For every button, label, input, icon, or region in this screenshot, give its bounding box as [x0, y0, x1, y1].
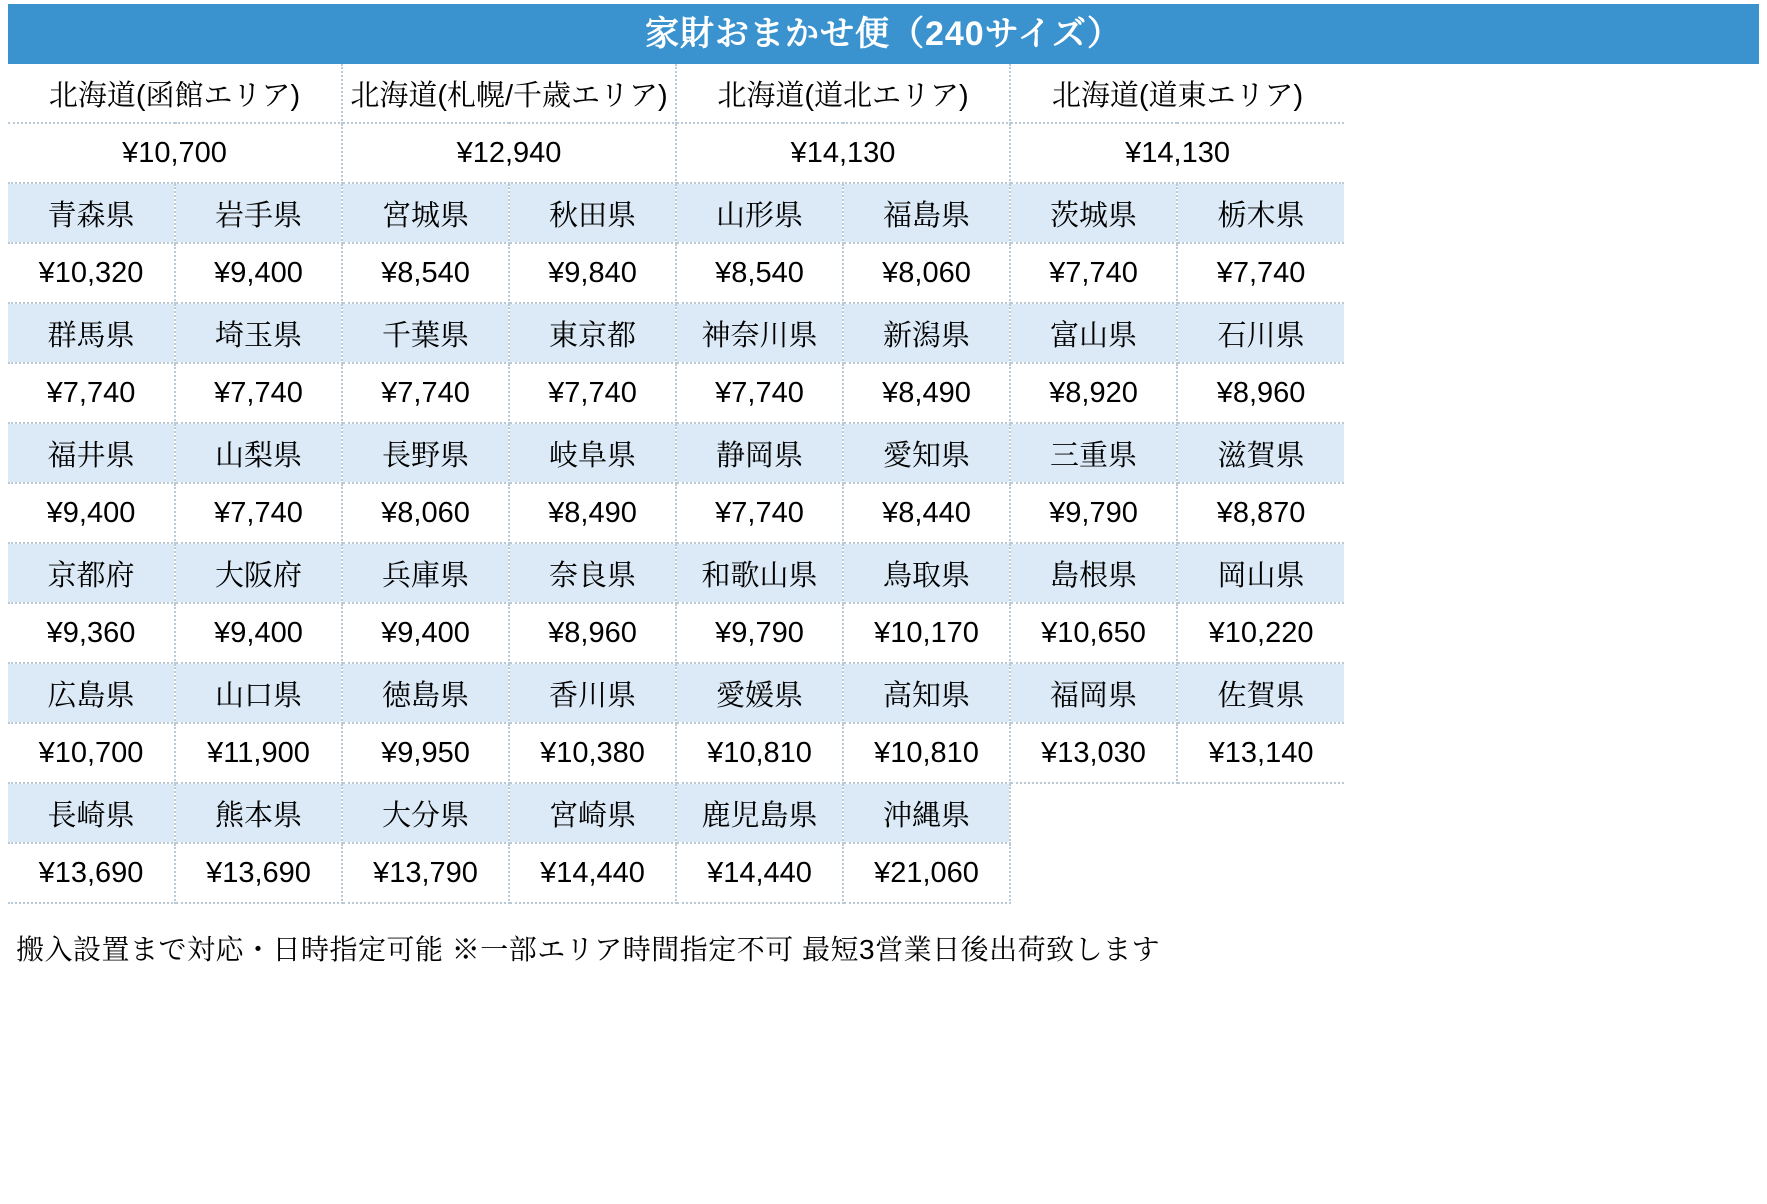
price-cell: ¥8,960	[509, 603, 676, 663]
price-cell: ¥13,030	[1010, 723, 1177, 783]
prefecture-name: 静岡県	[676, 423, 843, 483]
prefecture-name: 広島県	[8, 663, 175, 723]
hokkaido-price: ¥10,700	[8, 123, 342, 183]
prefecture-name: 福岡県	[1010, 663, 1177, 723]
prefecture-name: 岐阜県	[509, 423, 676, 483]
prefecture-name: 福井県	[8, 423, 175, 483]
price-cell: ¥7,740	[342, 363, 509, 423]
prefecture-row	[8, 543, 1344, 603]
prefecture-name: 滋賀県	[1177, 423, 1344, 483]
price-row	[8, 483, 1344, 543]
price-row	[8, 603, 1344, 663]
price-cell: ¥8,440	[843, 483, 1010, 543]
empty-cell	[1010, 843, 1177, 903]
price-cell: ¥13,790	[342, 843, 509, 903]
prefecture-name: 岩手県	[175, 183, 342, 243]
hokkaido-area-name: 北海道(道北エリア)	[676, 64, 1010, 123]
price-cell: ¥8,960	[1177, 363, 1344, 423]
price-cell: ¥10,380	[509, 723, 676, 783]
prefecture-name: 高知県	[843, 663, 1010, 723]
price-row	[8, 723, 1344, 783]
price-cell: ¥10,320	[8, 243, 175, 303]
price-cell: ¥9,840	[509, 243, 676, 303]
prefecture-name: 愛媛県	[676, 663, 843, 723]
hokkaido-area-name: 北海道(札幌/千歳エリア)	[342, 64, 676, 123]
price-cell: ¥10,810	[843, 723, 1010, 783]
prefecture-name: 佐賀県	[1177, 663, 1344, 723]
hokkaido-price: ¥14,130	[676, 123, 1010, 183]
prefecture-name: 宮城県	[342, 183, 509, 243]
price-cell: ¥10,220	[1177, 603, 1344, 663]
prefecture-name: 鹿児島県	[676, 783, 843, 843]
prefecture-name: 秋田県	[509, 183, 676, 243]
price-cell: ¥8,490	[843, 363, 1010, 423]
prefecture-name: 長崎県	[8, 783, 175, 843]
price-cell: ¥13,690	[8, 843, 175, 903]
price-cell: ¥9,790	[1010, 483, 1177, 543]
price-row	[8, 363, 1344, 423]
price-cell: ¥14,440	[676, 843, 843, 903]
prefecture-row	[8, 663, 1344, 723]
price-cell: ¥7,740	[1010, 243, 1177, 303]
prefecture-name: 徳島県	[342, 663, 509, 723]
prefecture-name: 島根県	[1010, 543, 1177, 603]
price-cell: ¥9,950	[342, 723, 509, 783]
prefecture-name: 熊本県	[175, 783, 342, 843]
price-cell: ¥13,140	[1177, 723, 1344, 783]
prefecture-name: 沖縄県	[843, 783, 1010, 843]
price-cell: ¥11,900	[175, 723, 342, 783]
price-cell: ¥8,540	[342, 243, 509, 303]
prefecture-name: 富山県	[1010, 303, 1177, 363]
prefecture-name: 岡山県	[1177, 543, 1344, 603]
price-cell: ¥7,740	[175, 363, 342, 423]
price-cell: ¥8,540	[676, 243, 843, 303]
prefecture-name: 新潟県	[843, 303, 1010, 363]
prefecture-row	[8, 423, 1344, 483]
price-cell: ¥7,740	[509, 363, 676, 423]
price-cell: ¥14,440	[509, 843, 676, 903]
prefecture-name: 栃木県	[1177, 183, 1344, 243]
prefecture-name: 鳥取県	[843, 543, 1010, 603]
price-cell: ¥9,400	[342, 603, 509, 663]
prefecture-name: 大分県	[342, 783, 509, 843]
empty-cell	[1177, 783, 1344, 843]
prefecture-row	[8, 303, 1344, 363]
hokkaido-price: ¥14,130	[1010, 123, 1344, 183]
prefecture-row	[8, 183, 1344, 243]
price-cell: ¥13,690	[175, 843, 342, 903]
hokkaido-area-name: 北海道(函館エリア)	[8, 64, 342, 123]
page-title: 家財おまかせ便（240サイズ）	[8, 4, 1759, 64]
price-cell: ¥8,060	[843, 243, 1010, 303]
prefecture-name: 愛知県	[843, 423, 1010, 483]
hokkaido-price-row	[8, 123, 1344, 183]
price-cell: ¥8,490	[509, 483, 676, 543]
prefecture-name: 福島県	[843, 183, 1010, 243]
prefecture-name: 三重県	[1010, 423, 1177, 483]
price-cell: ¥9,400	[175, 603, 342, 663]
price-cell: ¥7,740	[676, 363, 843, 423]
prefecture-name: 宮崎県	[509, 783, 676, 843]
price-row	[8, 243, 1344, 303]
rate-table	[8, 64, 1344, 904]
prefecture-name: 山梨県	[175, 423, 342, 483]
prefecture-name: 山形県	[676, 183, 843, 243]
prefecture-name: 青森県	[8, 183, 175, 243]
hokkaido-area-row	[8, 64, 1344, 123]
empty-cell	[1010, 783, 1177, 843]
price-cell: ¥21,060	[843, 843, 1010, 903]
prefecture-name: 埼玉県	[175, 303, 342, 363]
price-cell: ¥8,060	[342, 483, 509, 543]
prefecture-row	[8, 783, 1344, 843]
prefecture-name: 茨城県	[1010, 183, 1177, 243]
prefecture-name: 神奈川県	[676, 303, 843, 363]
price-row	[8, 843, 1344, 903]
prefecture-name: 東京都	[509, 303, 676, 363]
price-cell: ¥10,810	[676, 723, 843, 783]
price-cell: ¥7,740	[676, 483, 843, 543]
prefecture-name: 群馬県	[8, 303, 175, 363]
price-cell: ¥7,740	[175, 483, 342, 543]
prefecture-name: 和歌山県	[676, 543, 843, 603]
prefecture-name: 奈良県	[509, 543, 676, 603]
price-cell: ¥10,170	[843, 603, 1010, 663]
price-cell: ¥9,400	[8, 483, 175, 543]
price-cell: ¥10,700	[8, 723, 175, 783]
price-cell: ¥7,740	[8, 363, 175, 423]
prefecture-name: 千葉県	[342, 303, 509, 363]
price-cell: ¥10,650	[1010, 603, 1177, 663]
hokkaido-area-name: 北海道(道東エリア)	[1010, 64, 1344, 123]
price-cell: ¥7,740	[1177, 243, 1344, 303]
prefecture-name: 山口県	[175, 663, 342, 723]
price-cell: ¥9,400	[175, 243, 342, 303]
hokkaido-price: ¥12,940	[342, 123, 676, 183]
prefecture-name: 兵庫県	[342, 543, 509, 603]
price-cell: ¥9,360	[8, 603, 175, 663]
price-cell: ¥9,790	[676, 603, 843, 663]
footer-note: 搬入設置まで対応・日時指定可能 ※一部エリア時間指定不可 最短3営業日後出荷致します	[16, 934, 1161, 965]
prefecture-name: 長野県	[342, 423, 509, 483]
prefecture-name: 大阪府	[175, 543, 342, 603]
prefecture-name: 石川県	[1177, 303, 1344, 363]
price-cell: ¥8,920	[1010, 363, 1177, 423]
prefecture-name: 香川県	[509, 663, 676, 723]
price-cell: ¥8,870	[1177, 483, 1344, 543]
prefecture-name: 京都府	[8, 543, 175, 603]
empty-cell	[1177, 843, 1344, 903]
